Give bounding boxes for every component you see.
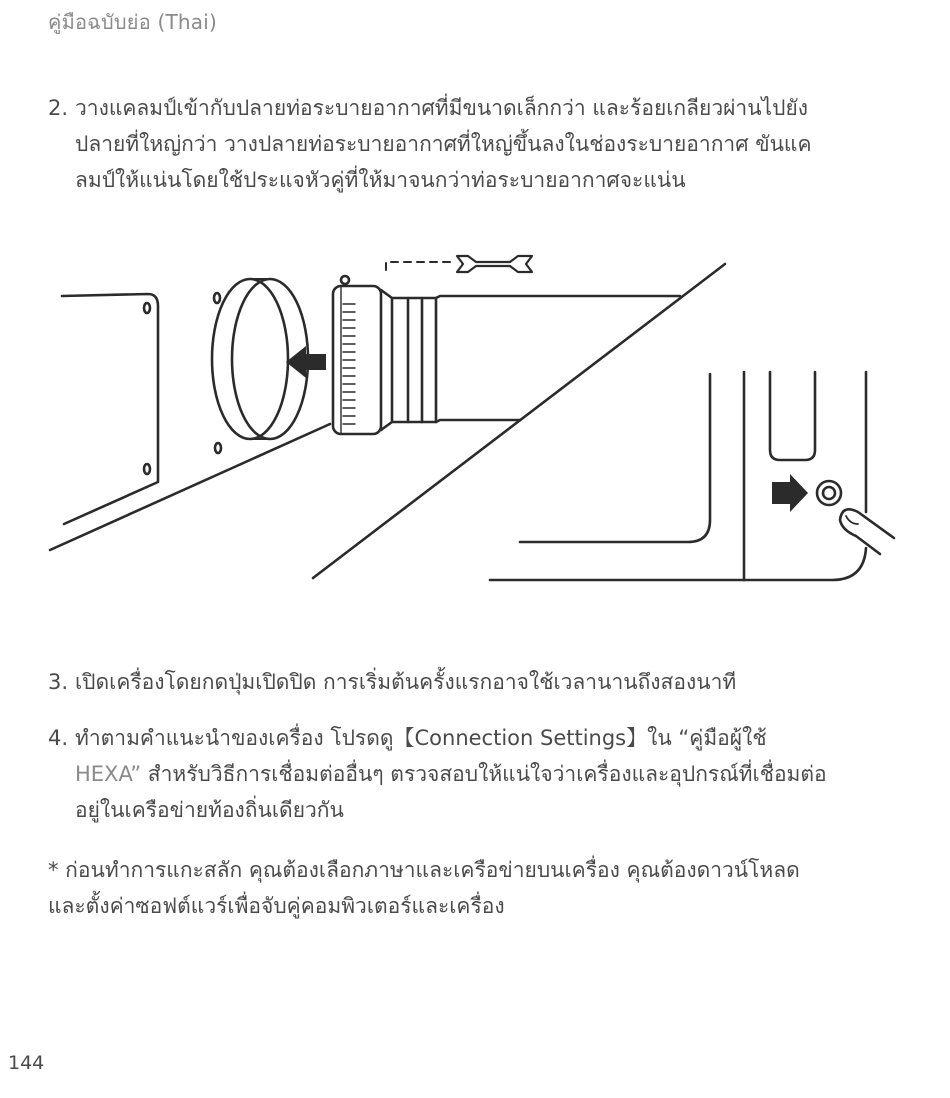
page-header: คู่มือฉบับย่อ (Thai) [48,10,217,34]
step-text [75,720,918,828]
arrow-icon [286,346,326,378]
wrench-icon [386,256,532,272]
step-number: 2. [48,96,69,120]
step-line: เปิดเครื่องโดยกดปุ่มเปิดปิด การเริ่มต้นครั้งแรกอาจใช้เวลานานถึงสองนาที [75,670,737,694]
vent-panel-icon [50,293,330,550]
note-line: * ก่อนทำการแกะสลัก คุณต้องเลือกภาษาและเครือข่ายบนเครื่อง คุณต้องดาวน์โหลด [48,858,800,882]
installation-illustration [0,232,950,592]
exhaust-hose-icon [313,264,725,578]
manual-reference: HEXA” [75,762,142,786]
machine-corner [490,372,866,580]
step-line: อยู่ในเครือข่ายท้องถิ่นเดียวกัน [75,798,344,822]
step-line: วางแคลมป์เข้ากับปลายท่อระบายอากาศที่มีขนาดเล็กกว่า และร้อยเกลียวผ่านไปยัง [75,96,809,120]
step-line-rest: สำหรับวิธีการเชื่อมต่ออื่นๆ ตรวจสอบให้แน่ใจว่าเครื่องและอุปกรณ์ที่เชื่อมต่อ [141,762,827,786]
step-4 [48,720,918,828]
step-2 [48,90,918,198]
power-button-icon [772,474,841,512]
step-text [75,90,918,198]
step-number: 3. [48,670,69,694]
step-number: 4. [48,726,69,750]
page-number: 144 [8,1052,45,1074]
step-line: ปลายที่ใหญ่กว่า วางปลายท่อระบายอากาศที่ใหญ่ขึ้นลงในช่องระบายอากาศ ขันแค [75,132,812,156]
note-line: และตั้งค่าซอฟต์แวร์เพื่อจับคู่คอมพิวเตอร์และเครื่อง [48,894,505,918]
step-line: ลมป์ให้แน่นโดยใช้ประแจหัวคู่ที่ให้มาจนกว่าท่อระบายอากาศจะแน่น [75,168,686,192]
step-line [75,756,918,792]
step-3 [48,664,918,700]
step-text [75,664,918,700]
setup-note [48,852,918,924]
step-line: ทำตามคำแนะนำของเครื่อง โปรดดู【Connection Settings】ใน “คู่มือผู้ใช้ [75,726,767,750]
